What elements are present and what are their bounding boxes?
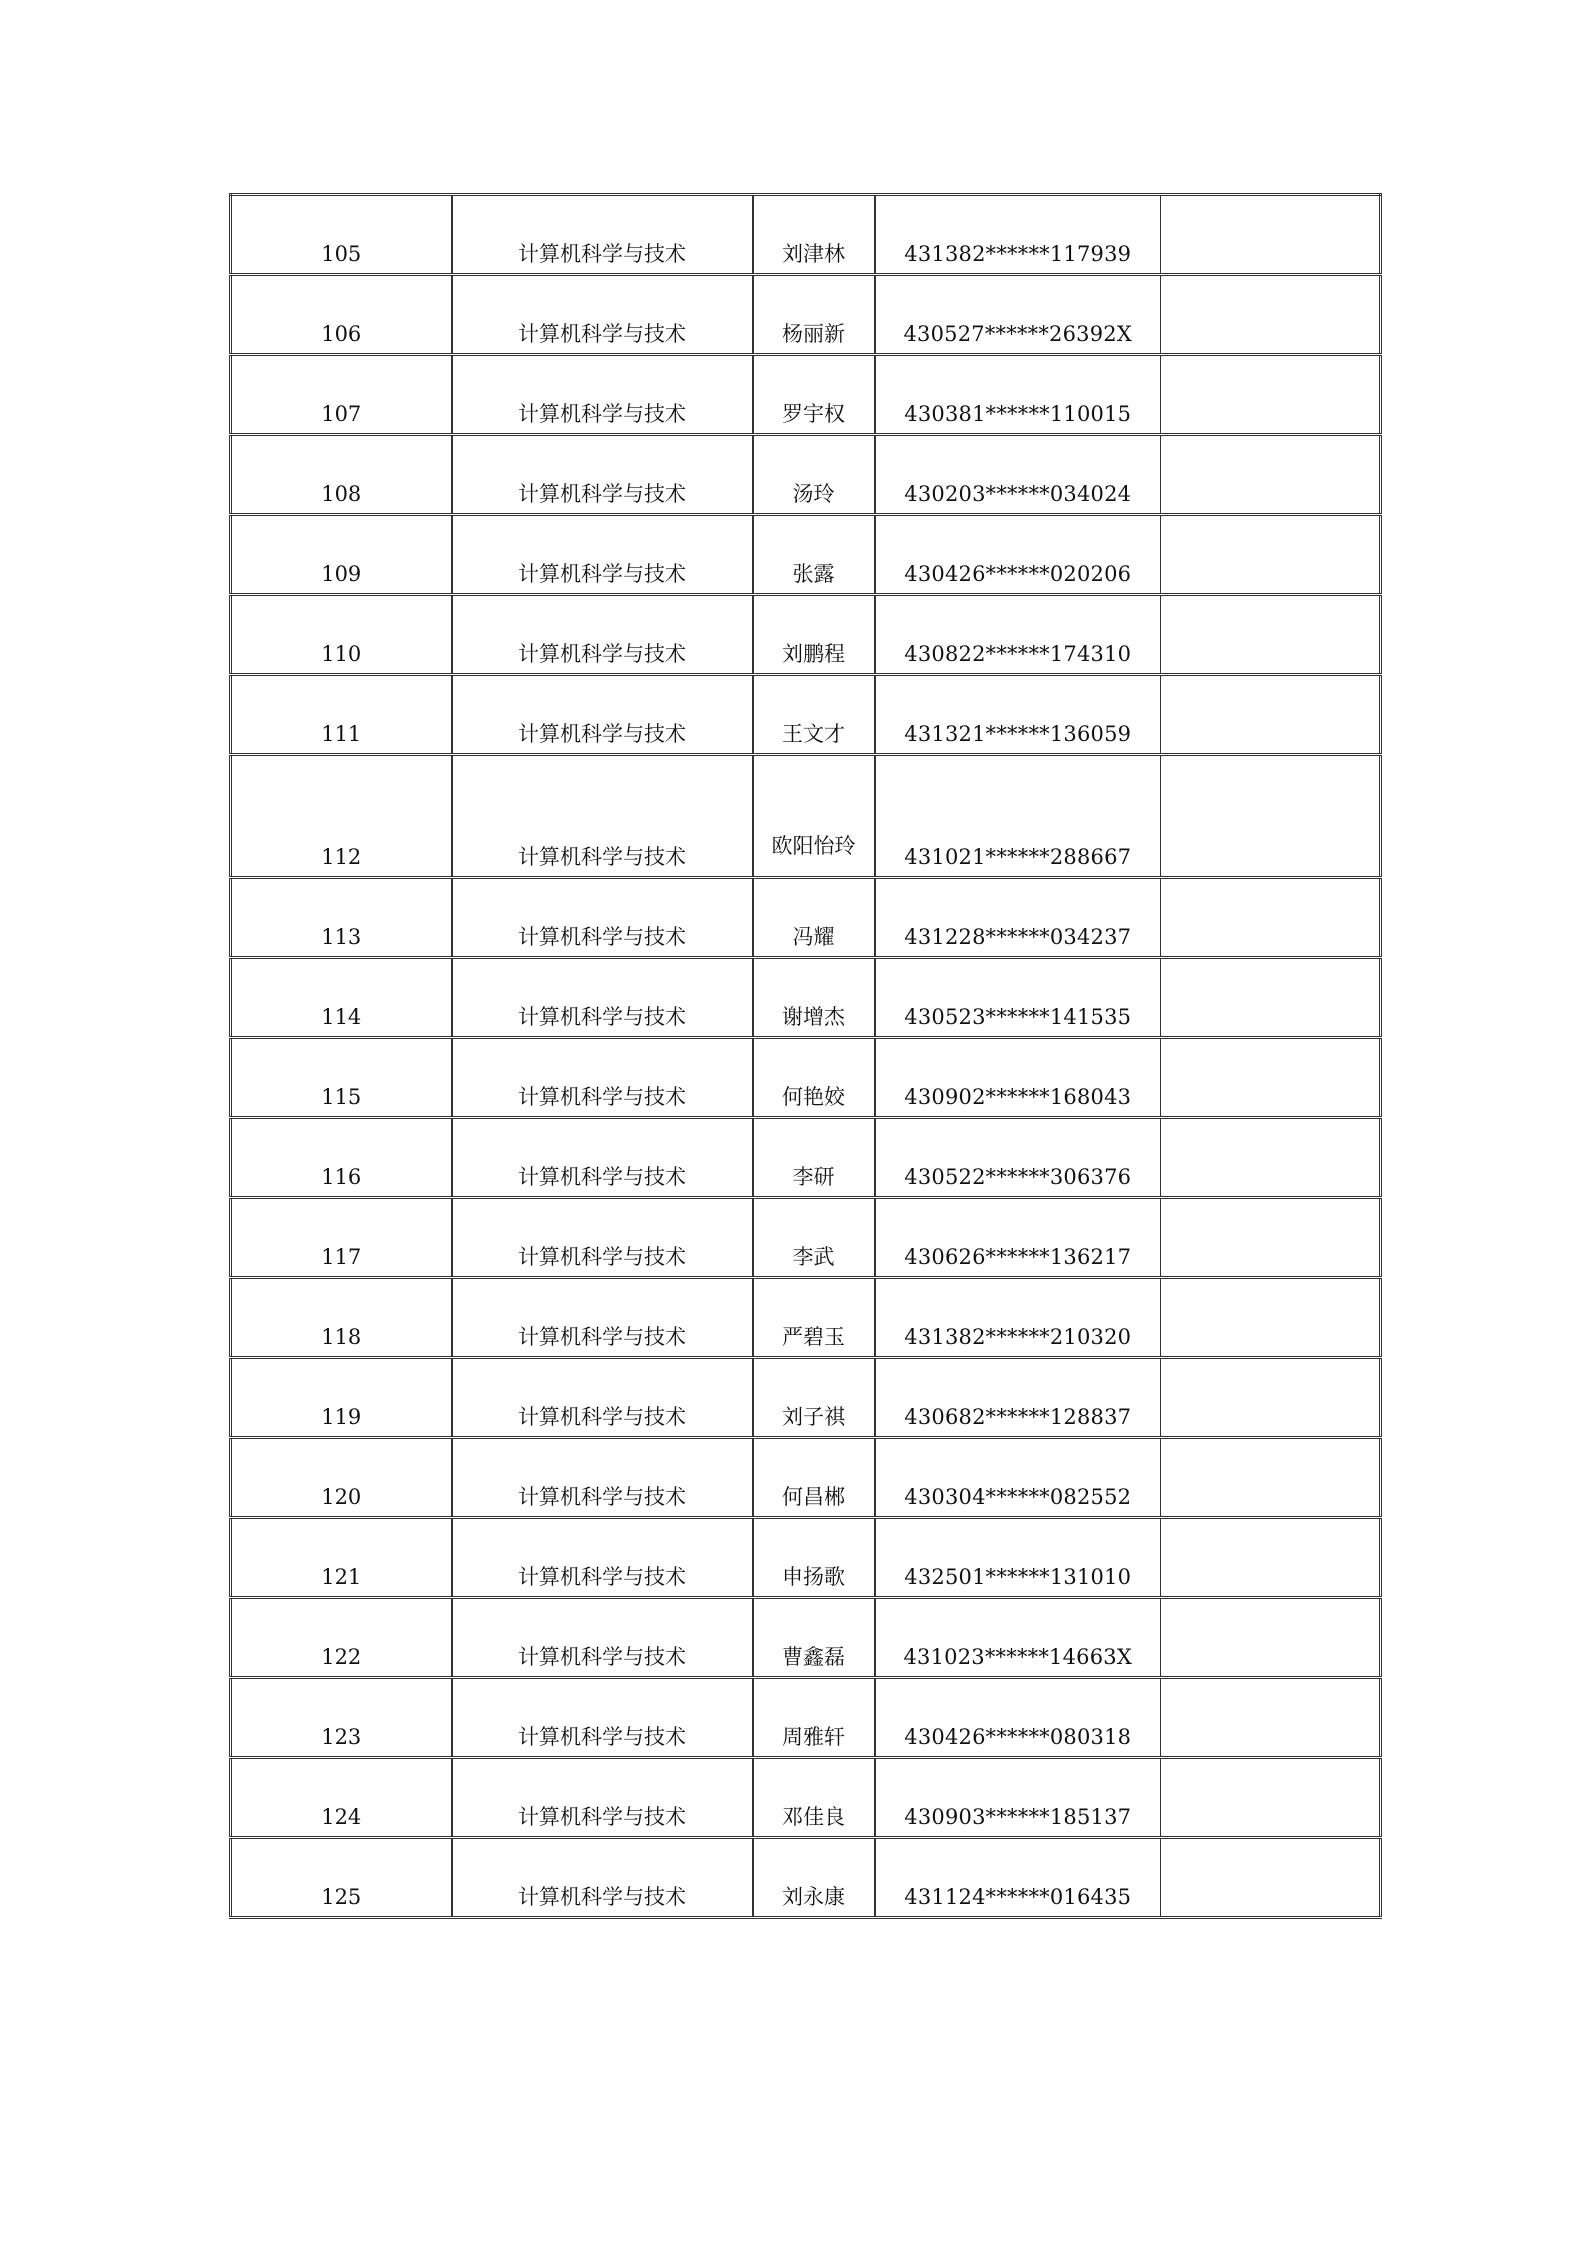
row-major: 计算机科学与技术	[452, 195, 753, 275]
row-index: 120	[231, 1438, 452, 1518]
row-name: 邓佳良	[753, 1758, 875, 1838]
row-name: 何艳姣	[753, 1038, 875, 1118]
row-remark	[1161, 595, 1381, 675]
row-major: 计算机科学与技术	[452, 1838, 753, 1918]
table-row	[231, 275, 1381, 355]
row-major: 计算机科学与技术	[452, 1358, 753, 1438]
row-name: 李研	[753, 1118, 875, 1198]
row-name: 申扬歌	[753, 1518, 875, 1598]
row-name: 刘津林	[753, 195, 875, 275]
row-id-number: 431124******016435	[875, 1838, 1161, 1918]
row-index: 118	[231, 1278, 452, 1358]
table-row	[231, 515, 1381, 595]
row-name: 严碧玉	[753, 1278, 875, 1358]
row-remark	[1161, 1358, 1381, 1438]
row-remark	[1161, 1598, 1381, 1678]
row-id-number: 430426******080318	[875, 1678, 1161, 1758]
row-remark	[1161, 1278, 1381, 1358]
row-major: 计算机科学与技术	[452, 958, 753, 1038]
row-id-number: 431021******288667	[875, 755, 1161, 878]
row-id-number: 431382******210320	[875, 1278, 1161, 1358]
row-name: 刘子祺	[753, 1358, 875, 1438]
row-major: 计算机科学与技术	[452, 1598, 753, 1678]
row-index: 125	[231, 1838, 452, 1918]
row-major: 计算机科学与技术	[452, 1198, 753, 1278]
row-remark	[1161, 958, 1381, 1038]
row-name: 曹鑫磊	[753, 1598, 875, 1678]
table-row	[231, 1758, 1381, 1838]
row-id-number: 430203******034024	[875, 435, 1161, 515]
row-index: 116	[231, 1118, 452, 1198]
row-name: 李武	[753, 1198, 875, 1278]
row-index: 106	[231, 275, 452, 355]
row-id-number: 430522******306376	[875, 1118, 1161, 1198]
table-row	[231, 755, 1381, 878]
row-id-number: 430527******26392X	[875, 275, 1161, 355]
row-name: 罗宇权	[753, 355, 875, 435]
roster-table	[229, 193, 1382, 1919]
row-remark	[1161, 355, 1381, 435]
table-row	[231, 1518, 1381, 1598]
roster-body	[231, 195, 1381, 1918]
row-index: 124	[231, 1758, 452, 1838]
table-row	[231, 1438, 1381, 1518]
row-major: 计算机科学与技术	[452, 1438, 753, 1518]
row-name: 张露	[753, 515, 875, 595]
row-index: 108	[231, 435, 452, 515]
row-index: 122	[231, 1598, 452, 1678]
row-remark	[1161, 878, 1381, 958]
row-remark	[1161, 675, 1381, 755]
row-remark	[1161, 1838, 1381, 1918]
table-row	[231, 435, 1381, 515]
row-major: 计算机科学与技术	[452, 878, 753, 958]
row-index: 117	[231, 1198, 452, 1278]
row-index: 105	[231, 195, 452, 275]
row-name: 周雅轩	[753, 1678, 875, 1758]
row-remark	[1161, 1198, 1381, 1278]
table-row	[231, 1278, 1381, 1358]
row-major: 计算机科学与技术	[452, 435, 753, 515]
row-id-number: 430426******020206	[875, 515, 1161, 595]
row-index: 115	[231, 1038, 452, 1118]
row-remark	[1161, 195, 1381, 275]
row-name: 刘永康	[753, 1838, 875, 1918]
row-id-number: 431228******034237	[875, 878, 1161, 958]
row-index: 123	[231, 1678, 452, 1758]
row-remark	[1161, 515, 1381, 595]
table-row	[231, 1678, 1381, 1758]
row-major: 计算机科学与技术	[452, 1118, 753, 1198]
row-id-number: 430626******136217	[875, 1198, 1161, 1278]
table-row	[231, 195, 1381, 275]
table-row	[231, 1118, 1381, 1198]
row-name: 冯耀	[753, 878, 875, 958]
row-index: 109	[231, 515, 452, 595]
table-row	[231, 1198, 1381, 1278]
row-id-number: 430682******128837	[875, 1358, 1161, 1438]
row-index: 112	[231, 755, 452, 878]
table-row	[231, 1598, 1381, 1678]
row-id-number: 431382******117939	[875, 195, 1161, 275]
row-major: 计算机科学与技术	[452, 275, 753, 355]
row-id-number: 432501******131010	[875, 1518, 1161, 1598]
table-row	[231, 958, 1381, 1038]
row-remark	[1161, 275, 1381, 355]
row-name: 刘鹏程	[753, 595, 875, 675]
row-index: 110	[231, 595, 452, 675]
row-id-number: 430381******110015	[875, 355, 1161, 435]
row-remark	[1161, 1438, 1381, 1518]
table-row	[231, 878, 1381, 958]
row-major: 计算机科学与技术	[452, 355, 753, 435]
row-name: 欧阳怡玲	[753, 755, 875, 878]
row-id-number: 430903******185137	[875, 1758, 1161, 1838]
row-remark	[1161, 1678, 1381, 1758]
row-index: 121	[231, 1518, 452, 1598]
row-remark	[1161, 1118, 1381, 1198]
row-major: 计算机科学与技术	[452, 1038, 753, 1118]
row-remark	[1161, 1038, 1381, 1118]
row-id-number: 430523******141535	[875, 958, 1161, 1038]
row-id-number: 430822******174310	[875, 595, 1161, 675]
row-major: 计算机科学与技术	[452, 1518, 753, 1598]
table-row	[231, 1838, 1381, 1918]
row-remark	[1161, 1518, 1381, 1598]
row-major: 计算机科学与技术	[452, 675, 753, 755]
row-id-number: 431023******14663X	[875, 1598, 1161, 1678]
row-index: 107	[231, 355, 452, 435]
row-index: 111	[231, 675, 452, 755]
row-id-number: 430304******082552	[875, 1438, 1161, 1518]
row-name: 汤玲	[753, 435, 875, 515]
table-row	[231, 1038, 1381, 1118]
table-row	[231, 355, 1381, 435]
row-name: 何昌郴	[753, 1438, 875, 1518]
row-major: 计算机科学与技术	[452, 1758, 753, 1838]
row-remark	[1161, 1758, 1381, 1838]
row-major: 计算机科学与技术	[452, 1678, 753, 1758]
row-id-number: 430902******168043	[875, 1038, 1161, 1118]
row-remark	[1161, 755, 1381, 878]
row-name: 谢增杰	[753, 958, 875, 1038]
row-index: 114	[231, 958, 452, 1038]
row-name: 王文才	[753, 675, 875, 755]
row-name: 杨丽新	[753, 275, 875, 355]
row-index: 113	[231, 878, 452, 958]
table-row	[231, 675, 1381, 755]
row-major: 计算机科学与技术	[452, 1278, 753, 1358]
row-index: 119	[231, 1358, 452, 1438]
row-id-number: 431321******136059	[875, 675, 1161, 755]
row-major: 计算机科学与技术	[452, 515, 753, 595]
row-major: 计算机科学与技术	[452, 755, 753, 878]
row-major: 计算机科学与技术	[452, 595, 753, 675]
row-remark	[1161, 435, 1381, 515]
table-row	[231, 595, 1381, 675]
table-row	[231, 1358, 1381, 1438]
